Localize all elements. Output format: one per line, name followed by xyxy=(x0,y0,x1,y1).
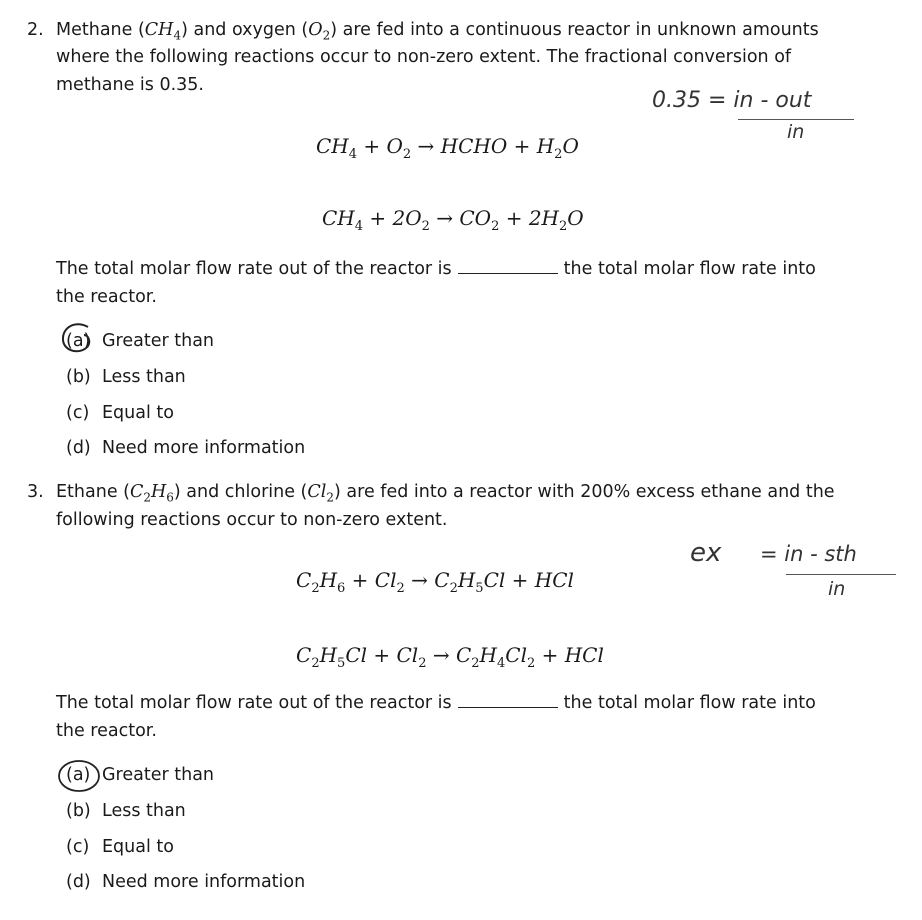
q2-statement-pre: The total molar flow rate out of the reactor is xyxy=(56,259,452,279)
q2-oxygen-symbol: O xyxy=(308,20,323,40)
q3-option-a-text: Greater than xyxy=(102,765,215,785)
q2-handwritten-fraction-bar xyxy=(738,119,854,120)
q3-intro-text-a: Ethane ( xyxy=(56,482,130,502)
q2-reaction-2 xyxy=(322,206,584,234)
q2-methane-formula xyxy=(144,20,182,43)
q3-statement-line1 xyxy=(56,693,816,713)
question-3-number: 3. xyxy=(27,482,44,502)
q2-oxygen-subscript: 2 xyxy=(322,28,331,43)
q2-handwritten-note-top: 0.35 = in - out xyxy=(652,88,812,113)
question-3-intro-line1 xyxy=(56,482,835,505)
q3-handwritten-note-lhs: ex xyxy=(690,538,722,568)
q2-intro-text-b: ) and oxygen ( xyxy=(181,20,309,40)
q3-option-d-text: Need more information xyxy=(102,872,306,892)
q3-ethane-formula: $C_2H_6$ xyxy=(129,482,174,505)
q2-oxygen-formula xyxy=(308,20,331,43)
q3-answer-circle-mark xyxy=(56,757,106,795)
q3-option-c[interactable] xyxy=(66,837,174,857)
q3-intro-text-b: ) and chlorine ( xyxy=(173,482,308,502)
question-2-intro-line3: methane is 0.35. xyxy=(56,75,204,95)
q2-methane-symbol: CH xyxy=(144,20,174,40)
q2-option-a-label: (a) xyxy=(66,331,91,351)
q3-statement-pre: The total molar flow rate out of the reactor is xyxy=(56,693,452,713)
q2-reaction-2-text: $CH_4 + 2O_2 \to CO_2 + 2H_2O$ xyxy=(322,206,584,234)
q2-statement-line1 xyxy=(56,259,816,279)
q3-reaction-1-text: $C_2H_6 + Cl_2 \to C_2H_5Cl$ + HCl xyxy=(296,568,574,596)
q3-option-c-text: Equal to xyxy=(102,837,174,857)
question-2-number: 2. xyxy=(27,20,44,40)
q3-handwritten-note-top: = in - sth xyxy=(760,542,857,566)
q2-option-b-text: Less than xyxy=(102,367,186,387)
q3-reaction-2-text: $C_2H_5Cl + Cl_2 \to C_2H_4Cl_2$ + HCl xyxy=(296,643,604,671)
q2-handwritten-note-bottom: in xyxy=(787,121,805,143)
q3-intro-text-c: ) are fed into a reactor with 200% excess ethane and the xyxy=(334,482,835,502)
q2-intro-text-a: Methane ( xyxy=(56,20,145,40)
q2-option-c[interactable] xyxy=(66,403,174,423)
q3-statement-line2: the reactor. xyxy=(56,721,157,741)
q3-option-b-text: Less than xyxy=(102,801,186,821)
q2-reaction-1-text: $CH_4 + O_2$ → HCHO + $H_2O$ xyxy=(316,134,579,162)
q2-intro-text-c: ) are fed into a continuous reactor in unknown amounts xyxy=(330,20,819,40)
q2-option-c-text: Equal to xyxy=(102,403,174,423)
question-3-intro-line2: following reactions occur to non-zero extent. xyxy=(56,510,448,530)
q2-answer-blank xyxy=(458,259,558,274)
q3-handwritten-fraction-bar xyxy=(786,574,896,575)
q3-option-a-label: (a) xyxy=(66,765,91,785)
q2-option-d[interactable] xyxy=(66,438,305,458)
q2-statement-post: the total molar flow rate into xyxy=(563,259,816,279)
q2-option-c-label: (c) xyxy=(66,403,90,423)
q2-option-a-text: Greater than xyxy=(102,331,215,351)
q2-reaction-1 xyxy=(316,134,579,162)
q2-option-b-label: (b) xyxy=(66,367,91,387)
q3-reaction-1 xyxy=(296,568,574,596)
q2-option-d-label: (d) xyxy=(66,438,91,458)
q3-handwritten-note-bottom: in xyxy=(828,578,846,600)
q2-methane-subscript: 4 xyxy=(173,28,182,43)
q3-option-c-label: (c) xyxy=(66,837,90,857)
q3-option-d-label: (d) xyxy=(66,872,91,892)
q2-answer-circle-mark xyxy=(58,321,98,357)
q3-option-d[interactable] xyxy=(66,872,305,892)
question-2-intro-line1 xyxy=(56,20,819,43)
q3-answer-blank xyxy=(458,693,558,708)
question-2-intro-line2: where the following reactions occur to non-zero extent. The fractional conversion of xyxy=(56,47,792,67)
q3-option-b[interactable] xyxy=(66,801,186,821)
q2-statement-line2: the reactor. xyxy=(56,287,157,307)
q3-statement-post: the total molar flow rate into xyxy=(563,693,816,713)
q3-reaction-2 xyxy=(296,643,604,671)
q2-option-b[interactable] xyxy=(66,367,186,387)
q2-option-d-text: Need more information xyxy=(102,438,306,458)
q3-option-b-label: (b) xyxy=(66,801,91,821)
q3-chlorine-formula: $Cl_2$ xyxy=(307,482,335,505)
